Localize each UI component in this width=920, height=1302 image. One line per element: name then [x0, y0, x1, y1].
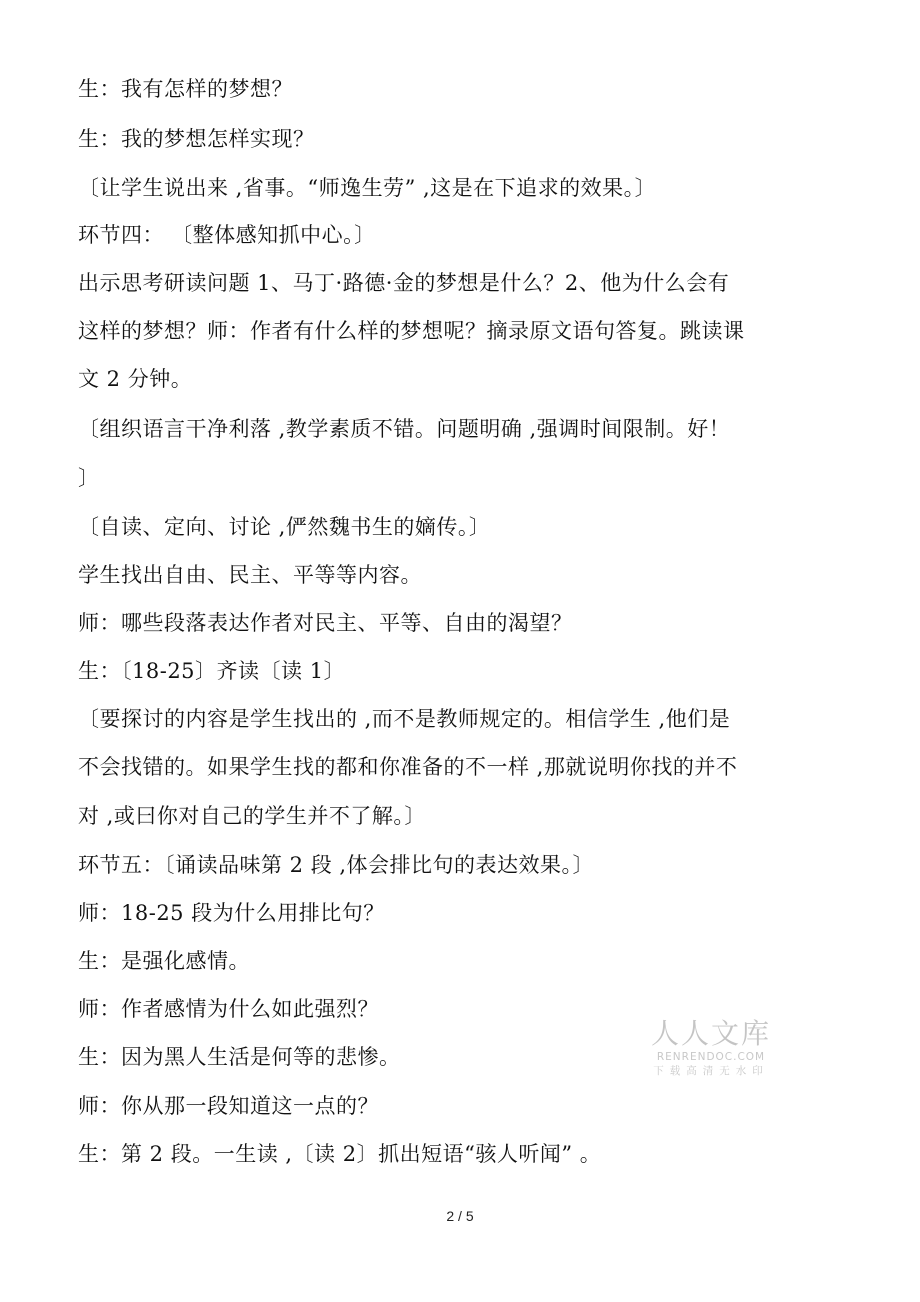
watermark-tagline: 下载高清无水印 — [653, 1065, 769, 1077]
text-line: 生：我的梦想怎样实现？ — [78, 127, 315, 151]
text-line: 〕 — [78, 466, 100, 490]
page-number: 2 / 5 — [446, 1208, 474, 1224]
text-line: 〔自读、定向、讨论 ,俨然魏书生的嫡传。〕 — [78, 515, 491, 539]
text-line: 〔要探讨的内容是学生找出的 ,而不是教师规定的。相信学生 ,他们是 — [78, 707, 731, 731]
text-line: 学生找出自由、民主、平等等内容。 — [78, 563, 422, 587]
text-line: 环节四： 〔整体感知抓中心。〕 — [78, 223, 376, 247]
text-line: 师：作者感情为什么如此强烈？ — [78, 997, 379, 1021]
text-line: 对 ,或曰你对自己的学生并不了解。〕 — [78, 804, 426, 828]
text-line: 〔让学生说出来 ,省事。“师逸生劳” ,这是在下追求的效果。〕 — [78, 176, 657, 200]
watermark — [648, 1018, 774, 1078]
text-line: 生：因为黑人生活是何等的悲惨。 — [78, 1045, 401, 1069]
text-line: 环节五：〔诵读品味第 2 段 ,体会排比句的表达效果。〕 — [78, 853, 595, 877]
text-line: 师：18-25 段为什么用排比句？ — [78, 901, 385, 925]
text-line: 出示思考研读问题 1、马丁·路德·金的梦想是什么？2、他为什么会有 — [78, 271, 730, 295]
watermark-domain: RENRENDOC.COM — [656, 1051, 766, 1063]
watermark-title: 人人文库 — [650, 1017, 771, 1050]
text-line: 生：〔18-25〕齐读〔读 1〕 — [78, 659, 346, 683]
text-line: 生：第 2 段。一生读 ,〔读 2〕抓出短语“骇人听闻” 。 — [78, 1142, 602, 1166]
text-line: 〔组织语言干净利落 ,教学素质不错。问题明确 ,强调时间限制。好！ — [78, 417, 731, 441]
text-line: 生：我有怎样的梦想？ — [78, 77, 293, 101]
text-line: 不会找错的。如果学生找的都和你准备的不一样 ,那就说明你找的并不 — [78, 755, 738, 779]
text-line: 师：哪些段落表达作者对民主、平等、自由的渴望？ — [78, 611, 573, 635]
text-line: 师：你从那一段知道这一点的？ — [78, 1094, 379, 1118]
text-line: 文 2 分钟。 — [78, 367, 193, 391]
text-line: 这样的梦想？师：作者有什么样的梦想呢？摘录原文语句答复。跳读课 — [78, 319, 745, 343]
text-line: 生：是强化感情。 — [78, 949, 250, 973]
